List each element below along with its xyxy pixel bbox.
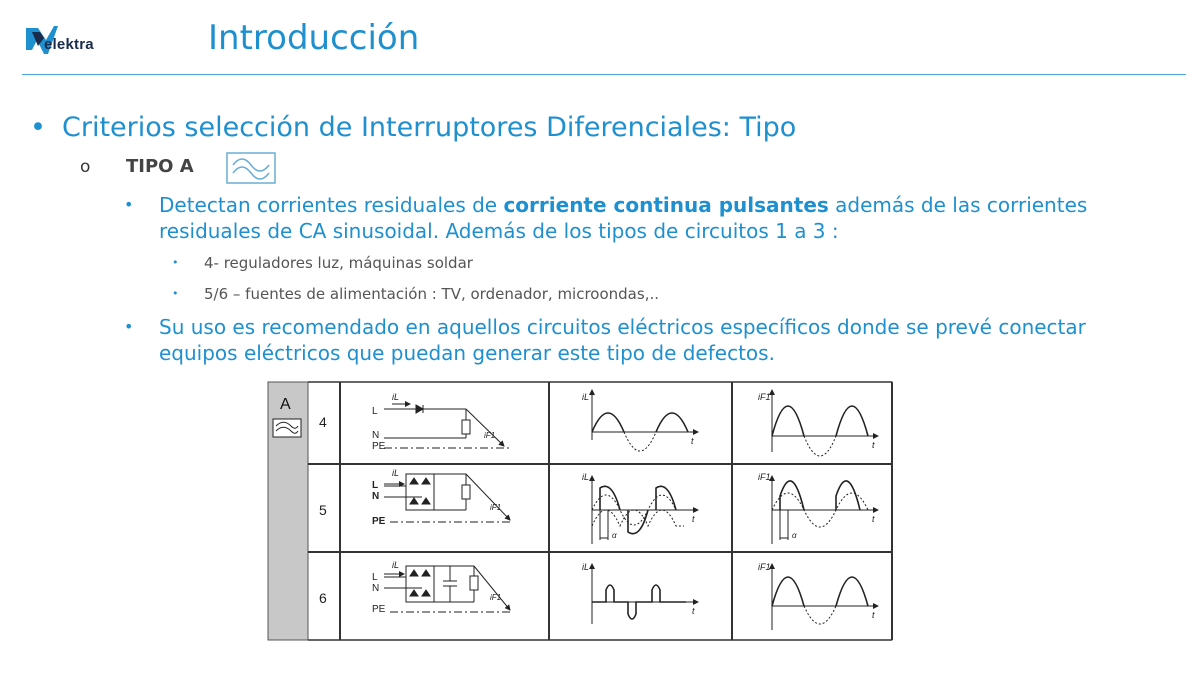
load-current-waveform-4 [582,390,698,451]
svg-text:PE: PE [372,604,386,615]
subpoint-2-text: 5/6 – fuentes de alimentación : TV, ordenador, microondas,.. [204,285,659,303]
point-1-bold: corriente continua pulsantes [503,193,829,217]
tipo-label: TIPO A [126,156,194,177]
svg-text:PE: PE [372,516,386,527]
svg-text:iF1: iF1 [758,392,771,402]
svg-text:t: t [872,514,875,524]
circuit-type-table [266,380,896,642]
subpoint-bullet: • [172,256,179,269]
svg-text:α: α [792,531,797,540]
figure-type-symbol-icon [273,419,301,437]
fault-current-waveform-6 [758,562,878,630]
load-current-waveform-5 [582,472,698,544]
svg-text:iL: iL [392,560,400,570]
svg-text:t: t [691,436,694,446]
point-bullet: • [124,195,134,214]
svg-text:N: N [372,491,380,502]
point-1-text: Detectan corrientes residuales de [159,193,504,217]
subpoint-1 [172,254,473,272]
svg-text:iF1: iF1 [484,431,496,440]
svg-text:iF1: iF1 [490,503,502,512]
subpoint-1-text: 4- reguladores luz, máquinas soldar [204,254,473,272]
fault-current-waveform-5 [758,472,878,544]
svg-text:N: N [372,430,380,441]
svg-text:α: α [612,531,617,540]
svg-text:L: L [372,572,378,583]
circuit-diagram-4 [372,392,511,452]
svg-text:iL: iL [582,392,590,402]
title-divider [22,74,1186,75]
slide-title: Introducción [208,18,420,58]
point-2-text: Su uso es recomendado en aquellos circuitos eléctricos específicos donde se prevé conectar equipos eléctricos que puedan generar este tipo de defectos. [159,315,1086,365]
row-number: 6 [319,590,327,606]
svg-text:iF1: iF1 [758,472,771,482]
heading-item [30,112,796,143]
figure-type-label: A [280,396,291,413]
subpoint-bullet: • [172,287,179,300]
svg-text:iL: iL [582,562,590,572]
subpoint-2 [172,285,659,303]
svg-text:iL: iL [392,392,400,402]
load-current-waveform-6 [582,562,698,624]
logo-text: elektra [44,36,94,53]
svg-text:t: t [872,440,875,450]
svg-text:PE: PE [372,441,386,452]
svg-text:N: N [372,583,380,594]
svg-text:iL: iL [392,468,400,478]
sub-marker: o [80,157,91,177]
point-bullet: • [124,317,134,336]
fault-current-waveform-4 [758,390,878,456]
svg-text:t: t [692,606,695,616]
row-number: 4 [319,414,327,430]
row-number: 5 [319,502,327,518]
tipo-item [80,156,194,177]
svg-text:L: L [372,480,379,491]
svg-text:L: L [372,406,378,417]
svg-text:t: t [872,610,875,620]
svg-text:iL: iL [582,472,590,482]
point-1-text-cont: además de las corrientes residuales de CA sinusoidal. Además de los tipos de circuitos 1 a 3 : [159,193,1088,243]
svg-text:iF1: iF1 [758,562,771,572]
svg-text:t: t [692,514,695,524]
type-a-symbol-icon [226,152,276,184]
svg-text:iF1: iF1 [490,593,502,602]
heading-text: Criterios selección de Interruptores Diferenciales: Tipo [62,112,797,143]
circuit-diagram-5 [372,468,511,527]
circuit-diagram-6 [372,560,511,615]
heading-bullet: • [30,112,46,143]
